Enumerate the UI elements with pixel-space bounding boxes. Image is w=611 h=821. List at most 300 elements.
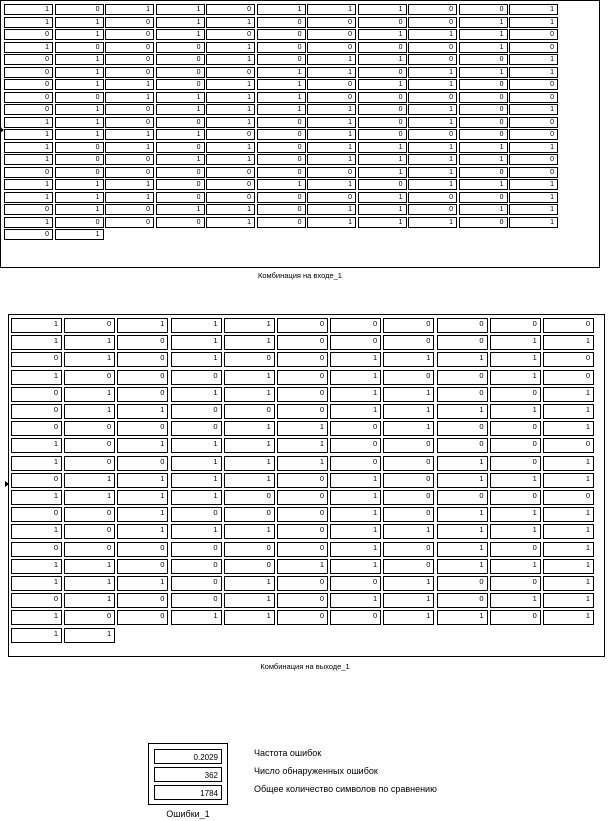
value-cell: 0 — [277, 593, 328, 608]
value-cell: 1 — [206, 204, 255, 215]
value-cell: 0 — [11, 542, 62, 557]
value-cell: 1 — [4, 217, 53, 228]
value-cell: 1 — [4, 129, 53, 140]
value-cell: 0 — [156, 179, 205, 190]
value-cell: 0 — [206, 4, 255, 15]
value-cell: 1 — [543, 456, 594, 471]
value-cell: 0 — [117, 542, 168, 557]
value-cell: 1 — [509, 179, 558, 190]
value-cell: 1 — [224, 456, 275, 471]
value-cell: 0 — [55, 167, 104, 178]
value-cell: 1 — [358, 192, 407, 203]
value-cell: 1 — [257, 104, 306, 115]
value-cell: 0 — [543, 370, 594, 385]
value-cell: 1 — [224, 524, 275, 539]
value-cell: 0 — [105, 54, 154, 65]
value-cell: 0 — [156, 167, 205, 178]
value-cell: 0 — [277, 318, 328, 333]
value-cell: 1 — [4, 17, 53, 28]
value-cell: 0 — [11, 593, 62, 608]
value-cell: 1 — [358, 142, 407, 153]
value-cell: 0 — [11, 404, 62, 419]
value-cell: 0 — [358, 92, 407, 103]
value-cell: 1 — [224, 318, 275, 333]
value-cell: 1 — [277, 559, 328, 574]
value-cell: 1 — [224, 421, 275, 436]
value-cell: 1 — [257, 92, 306, 103]
value-cell: 0 — [408, 92, 457, 103]
value-cell: 1 — [64, 352, 115, 367]
value-cell: 1 — [330, 352, 381, 367]
value-cell: 0 — [105, 104, 154, 115]
value-cell: 0 — [383, 318, 434, 333]
value-cell: 1 — [543, 559, 594, 574]
value-cell: 1 — [55, 104, 104, 115]
value-cell: 1 — [55, 192, 104, 203]
value-cell: 1 — [330, 593, 381, 608]
value-cell: 0 — [257, 192, 306, 203]
value-cell: 0 — [257, 29, 306, 40]
value-cell: 0 — [11, 507, 62, 522]
value-cell: 1 — [383, 593, 434, 608]
value-cell: 1 — [117, 438, 168, 453]
value-cell: 1 — [490, 593, 541, 608]
value-cell: 0 — [358, 42, 407, 53]
value-cell: 0 — [156, 42, 205, 53]
value-cell: 1 — [156, 4, 205, 15]
value-cell: 1 — [11, 438, 62, 453]
value-cell: 0 — [490, 387, 541, 402]
value-cell: 1 — [543, 387, 594, 402]
value-cell: 0 — [358, 104, 407, 115]
value-cell: 1 — [437, 610, 488, 625]
value-cell: 1 — [437, 542, 488, 557]
value-cell: 0 — [330, 318, 381, 333]
value-cell: 1 — [408, 142, 457, 153]
value-cell: 0 — [277, 404, 328, 419]
value-cell: 0 — [459, 92, 508, 103]
value-cell: 0 — [117, 387, 168, 402]
value-cell: 0 — [64, 370, 115, 385]
value-cell: 1 — [171, 490, 222, 505]
value-cell: 0 — [277, 352, 328, 367]
value-cell: 1 — [11, 490, 62, 505]
value-cell: 1 — [543, 421, 594, 436]
value-cell: 0 — [459, 54, 508, 65]
value-cell: 1 — [543, 610, 594, 625]
value-cell: 0 — [257, 142, 306, 153]
error-rate-value: 0.2029 — [154, 749, 222, 764]
value-cell: 1 — [437, 456, 488, 471]
value-cell: 1 — [4, 4, 53, 15]
value-cell: 1 — [330, 507, 381, 522]
value-cell: 0 — [437, 318, 488, 333]
value-cell: 1 — [358, 54, 407, 65]
value-cell: 1 — [307, 179, 356, 190]
value-cell: 0 — [307, 42, 356, 53]
value-cell: 0 — [330, 576, 381, 591]
value-cell: 0 — [437, 421, 488, 436]
value-cell: 1 — [509, 54, 558, 65]
value-cell: 1 — [206, 92, 255, 103]
value-cell: 0 — [358, 17, 407, 28]
value-cell: 0 — [4, 104, 53, 115]
value-cell: 0 — [224, 404, 275, 419]
value-cell: 1 — [437, 473, 488, 488]
value-cell: 1 — [4, 42, 53, 53]
value-cell: 1 — [224, 370, 275, 385]
value-cell: 0 — [64, 507, 115, 522]
value-cell: 0 — [277, 507, 328, 522]
value-cell: 1 — [11, 456, 62, 471]
value-cell: 1 — [358, 154, 407, 165]
value-cell: 1 — [64, 490, 115, 505]
value-cell: 0 — [257, 17, 306, 28]
value-cell: 1 — [171, 456, 222, 471]
value-cell: 1 — [330, 559, 381, 574]
value-cell: 1 — [383, 387, 434, 402]
value-cell: 1 — [459, 67, 508, 78]
value-cell: 0 — [459, 217, 508, 228]
value-cell: 0 — [55, 142, 104, 153]
value-cell: 0 — [330, 421, 381, 436]
value-cell: 1 — [105, 142, 154, 153]
value-cell: 0 — [156, 217, 205, 228]
value-cell: 0 — [509, 29, 558, 40]
value-cell: 0 — [383, 370, 434, 385]
value-cell: 0 — [224, 559, 275, 574]
value-cell: 1 — [55, 229, 104, 240]
value-cell: 1 — [459, 17, 508, 28]
value-cell: 1 — [459, 179, 508, 190]
value-cell: 1 — [490, 473, 541, 488]
value-cell: 0 — [117, 593, 168, 608]
value-cell: 1 — [105, 179, 154, 190]
value-cell: 1 — [171, 387, 222, 402]
value-cell: 1 — [307, 129, 356, 140]
value-cell: 0 — [408, 192, 457, 203]
value-cell: 0 — [117, 610, 168, 625]
value-cell: 1 — [358, 167, 407, 178]
value-cell: 1 — [11, 628, 62, 643]
value-cell: 1 — [117, 404, 168, 419]
value-cell: 0 — [117, 421, 168, 436]
value-cell: 1 — [224, 473, 275, 488]
value-cell: 0 — [277, 490, 328, 505]
value-cell: 0 — [206, 179, 255, 190]
value-cell: 1 — [437, 507, 488, 522]
value-cell: 0 — [171, 421, 222, 436]
errors-detected-value: 362 — [154, 767, 222, 782]
value-cell: 0 — [257, 204, 306, 215]
value-cell: 0 — [383, 438, 434, 453]
value-cell: 0 — [4, 229, 53, 240]
value-cell: 1 — [224, 387, 275, 402]
value-cell: 0 — [117, 352, 168, 367]
value-cell: 1 — [206, 117, 255, 128]
value-cell: 1 — [171, 352, 222, 367]
value-cell: 1 — [383, 404, 434, 419]
value-cell: 0 — [11, 352, 62, 367]
value-cell: 1 — [307, 117, 356, 128]
value-cell: 0 — [509, 79, 558, 90]
value-cell: 0 — [171, 593, 222, 608]
value-cell: 1 — [117, 318, 168, 333]
value-cell: 0 — [543, 490, 594, 505]
value-cell: 1 — [11, 610, 62, 625]
value-cell: 0 — [4, 54, 53, 65]
value-cell: 0 — [55, 4, 104, 15]
value-cell: 1 — [257, 67, 306, 78]
value-cell: 1 — [156, 92, 205, 103]
value-cell: 1 — [383, 352, 434, 367]
value-cell: 0 — [117, 335, 168, 350]
value-cell: 1 — [257, 4, 306, 15]
value-cell: 1 — [330, 473, 381, 488]
value-cell: 1 — [4, 192, 53, 203]
value-cell: 0 — [156, 79, 205, 90]
value-cell: 1 — [490, 507, 541, 522]
value-cell: 0 — [543, 352, 594, 367]
value-cell: 0 — [490, 438, 541, 453]
value-cell: 1 — [55, 67, 104, 78]
errors-display[interactable] — [148, 743, 488, 821]
value-cell: 0 — [408, 129, 457, 140]
value-cell: 0 — [277, 524, 328, 539]
value-cell: 0 — [171, 507, 222, 522]
value-cell: 0 — [4, 204, 53, 215]
value-cell: 1 — [206, 104, 255, 115]
value-cell: 0 — [105, 117, 154, 128]
value-cell: 0 — [55, 217, 104, 228]
value-cell: 1 — [509, 217, 558, 228]
value-cell: 0 — [156, 117, 205, 128]
value-cell: 1 — [490, 404, 541, 419]
value-cell: 1 — [105, 192, 154, 203]
value-cell: 0 — [171, 370, 222, 385]
value-cell: 0 — [543, 438, 594, 453]
value-cell: 1 — [11, 335, 62, 350]
value-cell: 1 — [206, 217, 255, 228]
value-cell: 1 — [171, 524, 222, 539]
value-cell: 0 — [437, 576, 488, 591]
value-cell: 1 — [459, 204, 508, 215]
value-cell: 0 — [257, 129, 306, 140]
value-cell: 0 — [105, 67, 154, 78]
value-cell: 1 — [408, 67, 457, 78]
value-cell: 1 — [307, 142, 356, 153]
value-cell: 0 — [4, 79, 53, 90]
value-cell: 1 — [383, 421, 434, 436]
value-cell: 1 — [408, 104, 457, 115]
value-cell: 0 — [358, 179, 407, 190]
value-cell: 1 — [330, 542, 381, 557]
value-cell: 0 — [383, 559, 434, 574]
value-cell: 1 — [543, 542, 594, 557]
value-cell: 1 — [156, 154, 205, 165]
value-cell: 0 — [459, 129, 508, 140]
value-cell: 1 — [171, 318, 222, 333]
value-cell: 0 — [4, 92, 53, 103]
value-cell: 1 — [156, 29, 205, 40]
value-cell: 0 — [105, 29, 154, 40]
value-cell: 1 — [358, 204, 407, 215]
value-cell: 1 — [156, 129, 205, 140]
value-cell: 1 — [408, 117, 457, 128]
value-cell: 0 — [307, 167, 356, 178]
value-cell: 0 — [307, 192, 356, 203]
value-cell: 1 — [64, 335, 115, 350]
value-cell: 1 — [257, 79, 306, 90]
value-cell: 0 — [277, 335, 328, 350]
value-cell: 0 — [64, 542, 115, 557]
value-cell: 0 — [105, 217, 154, 228]
value-cell: 0 — [307, 29, 356, 40]
value-cell: 0 — [408, 204, 457, 215]
value-cell: 1 — [64, 576, 115, 591]
value-cell: 1 — [490, 524, 541, 539]
value-cell: 0 — [437, 438, 488, 453]
value-cell: 0 — [156, 54, 205, 65]
symbols-compared-value: 1784 — [154, 785, 222, 800]
value-cell: 0 — [383, 456, 434, 471]
value-cell: 0 — [277, 576, 328, 591]
value-cell: 1 — [383, 576, 434, 591]
value-cell: 1 — [11, 318, 62, 333]
value-cell: 0 — [437, 370, 488, 385]
value-cell: 1 — [490, 335, 541, 350]
value-cell: 0 — [224, 507, 275, 522]
value-cell: 1 — [543, 576, 594, 591]
value-cell: 1 — [490, 352, 541, 367]
value-cell: 1 — [459, 42, 508, 53]
value-cell: 0 — [257, 154, 306, 165]
value-cell: 1 — [206, 17, 255, 28]
value-cell: 0 — [55, 92, 104, 103]
value-cell: 0 — [330, 456, 381, 471]
value-cell: 0 — [307, 79, 356, 90]
value-cell: 1 — [206, 154, 255, 165]
value-cell: 0 — [156, 142, 205, 153]
value-cell: 0 — [509, 167, 558, 178]
value-cell: 1 — [330, 524, 381, 539]
input-combination-display[interactable] — [0, 0, 611, 290]
value-cell: 0 — [408, 54, 457, 65]
value-cell: 0 — [408, 42, 457, 53]
value-cell: 1 — [408, 167, 457, 178]
value-cell: 0 — [171, 542, 222, 557]
value-cell: 0 — [277, 473, 328, 488]
value-cell: 0 — [64, 524, 115, 539]
value-cell: 0 — [490, 456, 541, 471]
value-cell: 0 — [257, 42, 306, 53]
value-cell: 0 — [11, 421, 62, 436]
value-cell: 0 — [459, 167, 508, 178]
value-cell: 1 — [224, 438, 275, 453]
value-cell: 0 — [277, 542, 328, 557]
value-cell: 0 — [330, 335, 381, 350]
value-cell: 1 — [55, 117, 104, 128]
value-cell: 1 — [358, 217, 407, 228]
value-cell: 1 — [358, 29, 407, 40]
value-cell: 1 — [307, 154, 356, 165]
value-cell: 0 — [277, 370, 328, 385]
value-cell: 0 — [383, 473, 434, 488]
value-cell: 0 — [383, 335, 434, 350]
value-cell: 1 — [330, 404, 381, 419]
errors-detected-label: Число обнаруженных ошибок — [254, 766, 378, 776]
value-cell: 0 — [11, 387, 62, 402]
value-cell: 0 — [257, 217, 306, 228]
value-cell: 1 — [4, 154, 53, 165]
value-cell: 0 — [55, 154, 104, 165]
value-cell: 0 — [206, 167, 255, 178]
value-cell: 1 — [206, 79, 255, 90]
value-cell: 1 — [206, 142, 255, 153]
value-cell: 1 — [509, 67, 558, 78]
value-cell: 0 — [509, 92, 558, 103]
output-combination-display[interactable] — [0, 300, 611, 680]
value-cell: 1 — [543, 524, 594, 539]
value-cell: 0 — [206, 29, 255, 40]
value-cell: 0 — [408, 17, 457, 28]
value-cell: 1 — [437, 352, 488, 367]
value-cell: 0 — [206, 67, 255, 78]
value-cell: 0 — [171, 404, 222, 419]
value-cell: 1 — [307, 67, 356, 78]
value-cell: 1 — [408, 217, 457, 228]
value-cell: 1 — [224, 610, 275, 625]
value-cell: 1 — [55, 129, 104, 140]
value-cell: 0 — [459, 4, 508, 15]
value-cell: 0 — [358, 129, 407, 140]
value-cell: 1 — [224, 593, 275, 608]
value-cell: 1 — [105, 129, 154, 140]
value-cell: 1 — [156, 17, 205, 28]
value-cell: 0 — [4, 167, 53, 178]
value-cell: 1 — [408, 29, 457, 40]
value-cell: 0 — [459, 192, 508, 203]
value-cell: 0 — [543, 318, 594, 333]
value-cell: 1 — [257, 179, 306, 190]
value-cell: 0 — [64, 318, 115, 333]
value-cell: 1 — [55, 179, 104, 190]
value-cell: 0 — [459, 79, 508, 90]
value-cell: 1 — [156, 204, 205, 215]
value-cell: 0 — [330, 438, 381, 453]
value-cell: 1 — [330, 387, 381, 402]
error-rate-label: Частота ошибок — [254, 748, 322, 758]
value-cell: 1 — [64, 387, 115, 402]
value-cell: 0 — [490, 421, 541, 436]
value-cell: 1 — [459, 142, 508, 153]
value-cell: 0 — [490, 610, 541, 625]
value-cell: 0 — [55, 42, 104, 53]
value-cell: 0 — [358, 117, 407, 128]
value-cell: 0 — [224, 542, 275, 557]
value-cell: 0 — [277, 610, 328, 625]
value-cell: 1 — [105, 92, 154, 103]
value-cell: 0 — [490, 318, 541, 333]
value-cell: 0 — [383, 490, 434, 505]
value-cell: 1 — [509, 142, 558, 153]
input-port-arrow — [0, 127, 4, 133]
value-cell: 0 — [437, 387, 488, 402]
value-cell: 0 — [171, 559, 222, 574]
value-cell: 1 — [509, 4, 558, 15]
value-cell: 1 — [105, 79, 154, 90]
value-cell: 1 — [408, 179, 457, 190]
